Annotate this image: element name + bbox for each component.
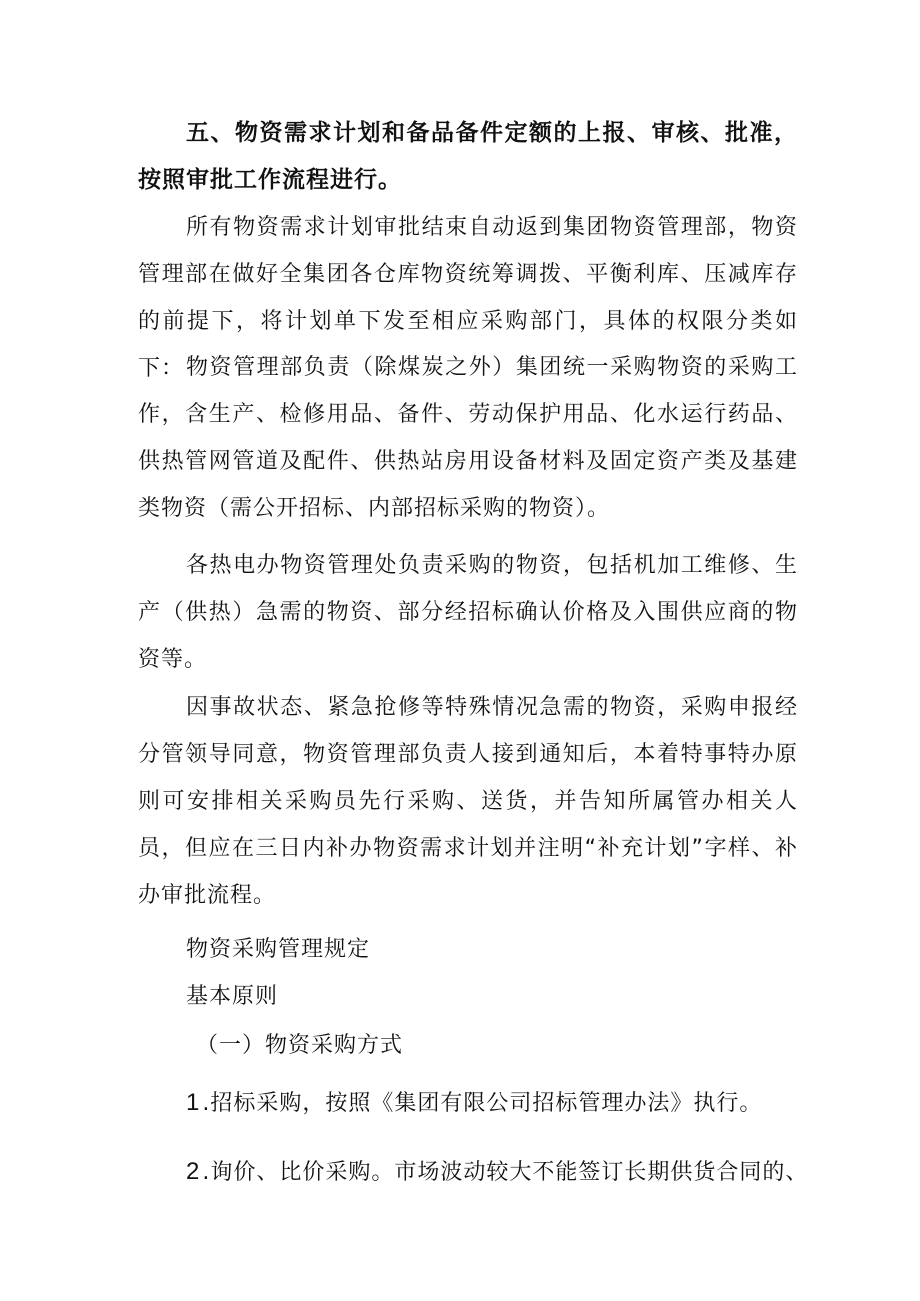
paragraph-2: 物资管理部负责（除煤炭之外）集团统一采购物资的采购工作，含生产、检修用品、备件、劳动保护用品、化水运行药品、供热管网管道及配件、供热站房用设备材料及固定资产类及基建类物资（需公开招标、内部招标采购的物资）。 bbox=[138, 355, 798, 521]
list-item-text: .招标采购，按照《集团有限公司招标管理办法》执行。 bbox=[202, 1091, 763, 1116]
item-title: （一）物资采购方式 bbox=[196, 1033, 404, 1058]
paragraph-4: 因事故状态、紧急抢修等特殊情况急需的物资，采购申报经分管领导同意，物资管理部负责人接到通知后，本着特事特办原则可安排相关采购员先行采购、送货，并告知所属管办相关人员，但应在三日内补办物资需求计划并注明“补充计划”字样、补办审批流程。 bbox=[138, 695, 798, 908]
list-item-text: .询价、比价采购。市场波动较大不能签订长期供货合同的、 bbox=[202, 1160, 809, 1185]
list-item-number: 1 bbox=[186, 1089, 201, 1116]
list-item-number: 2 bbox=[186, 1158, 201, 1185]
section-title: 物资采购管理规定 bbox=[186, 937, 371, 962]
list-item bbox=[186, 1083, 762, 1124]
paragraph-1: 所有物资需求计划审批结束自动返到集团物资管理部，物资管理部在做好全集团各仓库物资统筹调拨、平衡利库、压减库存的前提下，将计划单下发至相应采购部门，具体的权限分类如下： bbox=[138, 215, 798, 381]
list-item bbox=[186, 1152, 808, 1193]
subsection-title: 基本原则 bbox=[186, 984, 279, 1009]
paragraph-3: 各热电办物资管理处负责采购的物资，包括机加工维修、生产（供热）急需的物资、部分经招标确认价格及入围供应商的物资等。 bbox=[138, 553, 798, 672]
section-heading: 五、物资需求计划和备品备件定额的上报、审核、批准，按照审批工作流程进行。 bbox=[138, 120, 798, 193]
